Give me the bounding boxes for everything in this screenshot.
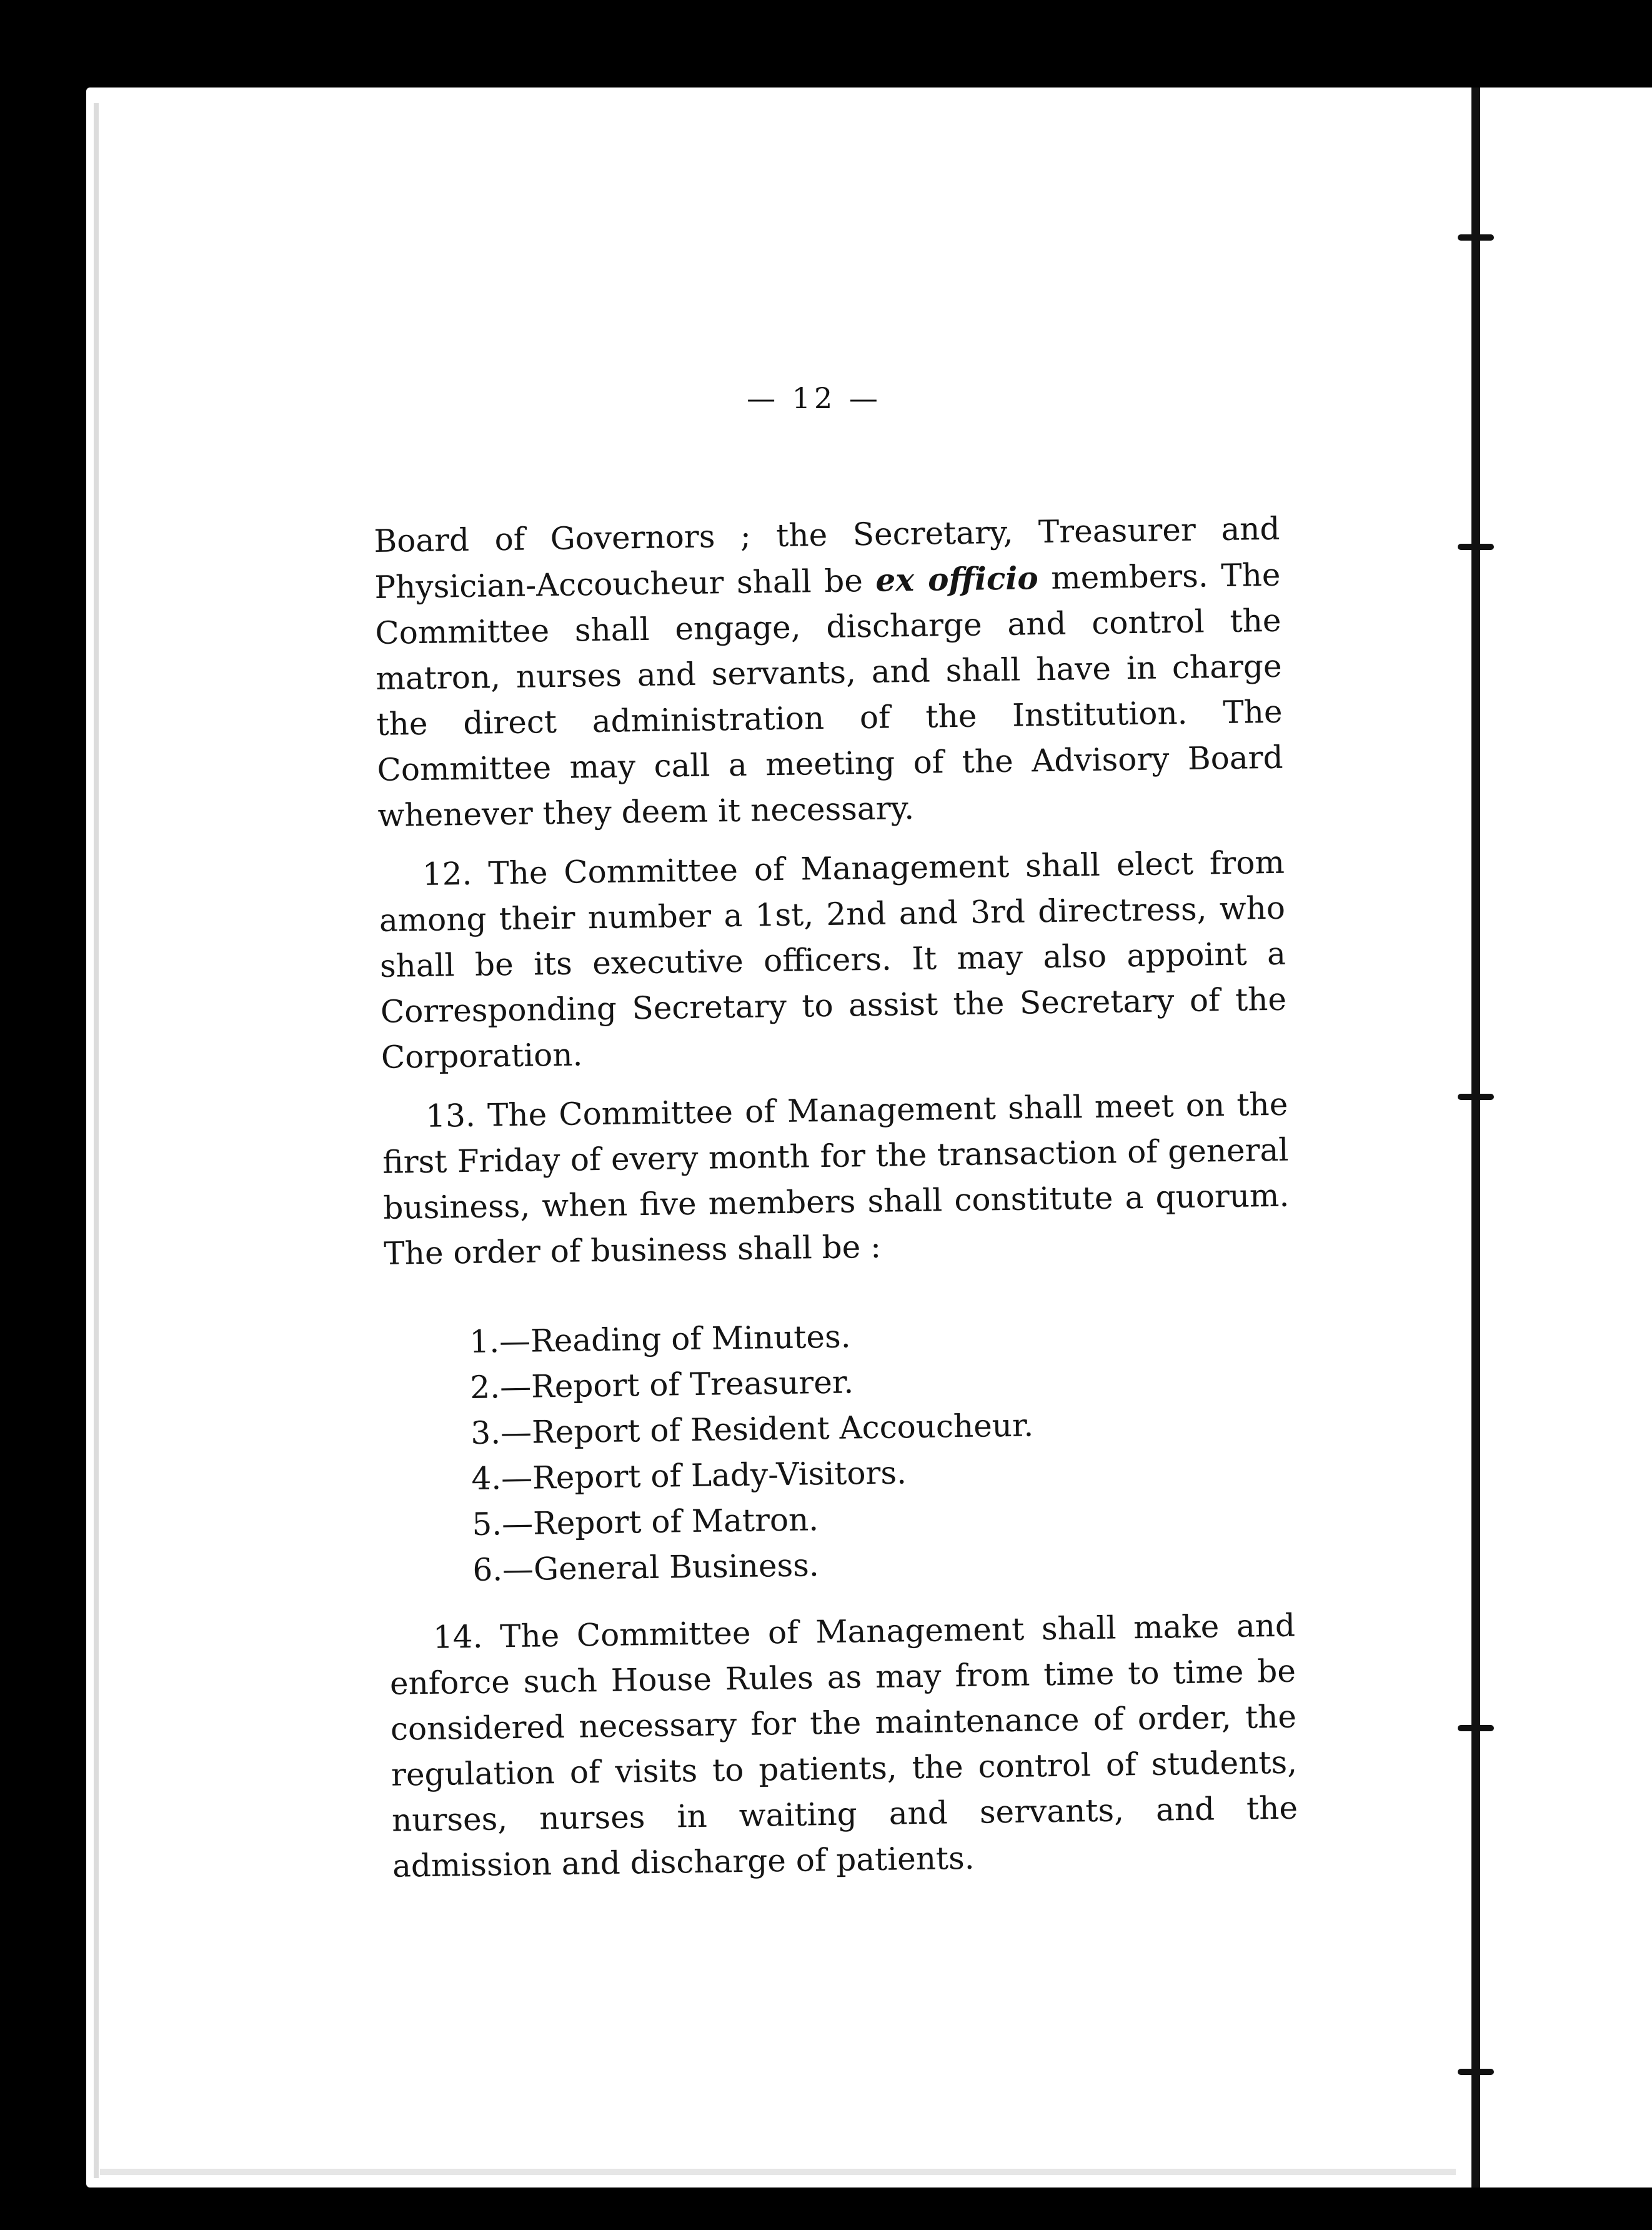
body-text [374, 506, 1299, 1903]
paragraph-continuation-part2: members. The Committee shall engage, discharge and control the matron, nurses and servants, and shall have in charge the direct administration of the Institution. The Committee may call a meeting of the Advisory Board whenever they deem it necessary. [375, 556, 1283, 834]
stitch-mark [1458, 234, 1494, 241]
paragraph-continuation [374, 506, 1284, 839]
page-number: — 12 — [747, 381, 882, 415]
list-item: 6.—General Business. [472, 1547, 820, 1588]
binding-thread [1471, 88, 1480, 2188]
facing-page [1456, 88, 1652, 2188]
order-of-business-list [469, 1308, 1295, 1593]
list-item: 5.—Report of Matron. [472, 1501, 819, 1542]
paragraph-12: 12. The Committee of Management shall elect from among their number a 1st, 2nd and 3rd directress, who shall be its executive officers. It may also appoint a Corresponding Secretary to assist the Secretary of the Corporation. [379, 844, 1287, 1076]
list-item: 2.—Report of Treasurer. [470, 1364, 854, 1406]
list-item: 1.—Reading of Minutes. [469, 1318, 851, 1360]
stitch-mark [1458, 2069, 1494, 2075]
list-item: 4.—Report of Lady-Visitors. [471, 1454, 907, 1497]
page-bottom-edge [100, 2169, 1537, 2175]
list-item: 3.—Report of Resident Accoucheur. [470, 1407, 1034, 1451]
page-left-edge [94, 103, 99, 2178]
stitch-mark [1458, 1725, 1494, 1731]
paragraph-14: 14. The Committee of Management shall make and enforce such House Rules as may from time to time be considered necessary for the maintenance of order, the regulation of visits to patients, the control of students, nurses, nurses in waiting and servants, and the admission and discharge of patients. [389, 1607, 1298, 1884]
stitch-mark [1458, 1094, 1494, 1100]
ex-officio-italic: ex officio [875, 559, 1039, 599]
paragraph-continuation-part1: Board of Governors ; the Secretary, Treasurer and Physician-Accoucheur shall be [374, 510, 1280, 606]
paragraph-13: 13. The Committee of Management shall meet on the first Friday of every month for the transaction of general business, when five members shall constitute a quorum. The order of business shall be : [382, 1086, 1290, 1272]
page-sheet [86, 88, 1542, 2188]
stitch-mark [1458, 544, 1494, 550]
